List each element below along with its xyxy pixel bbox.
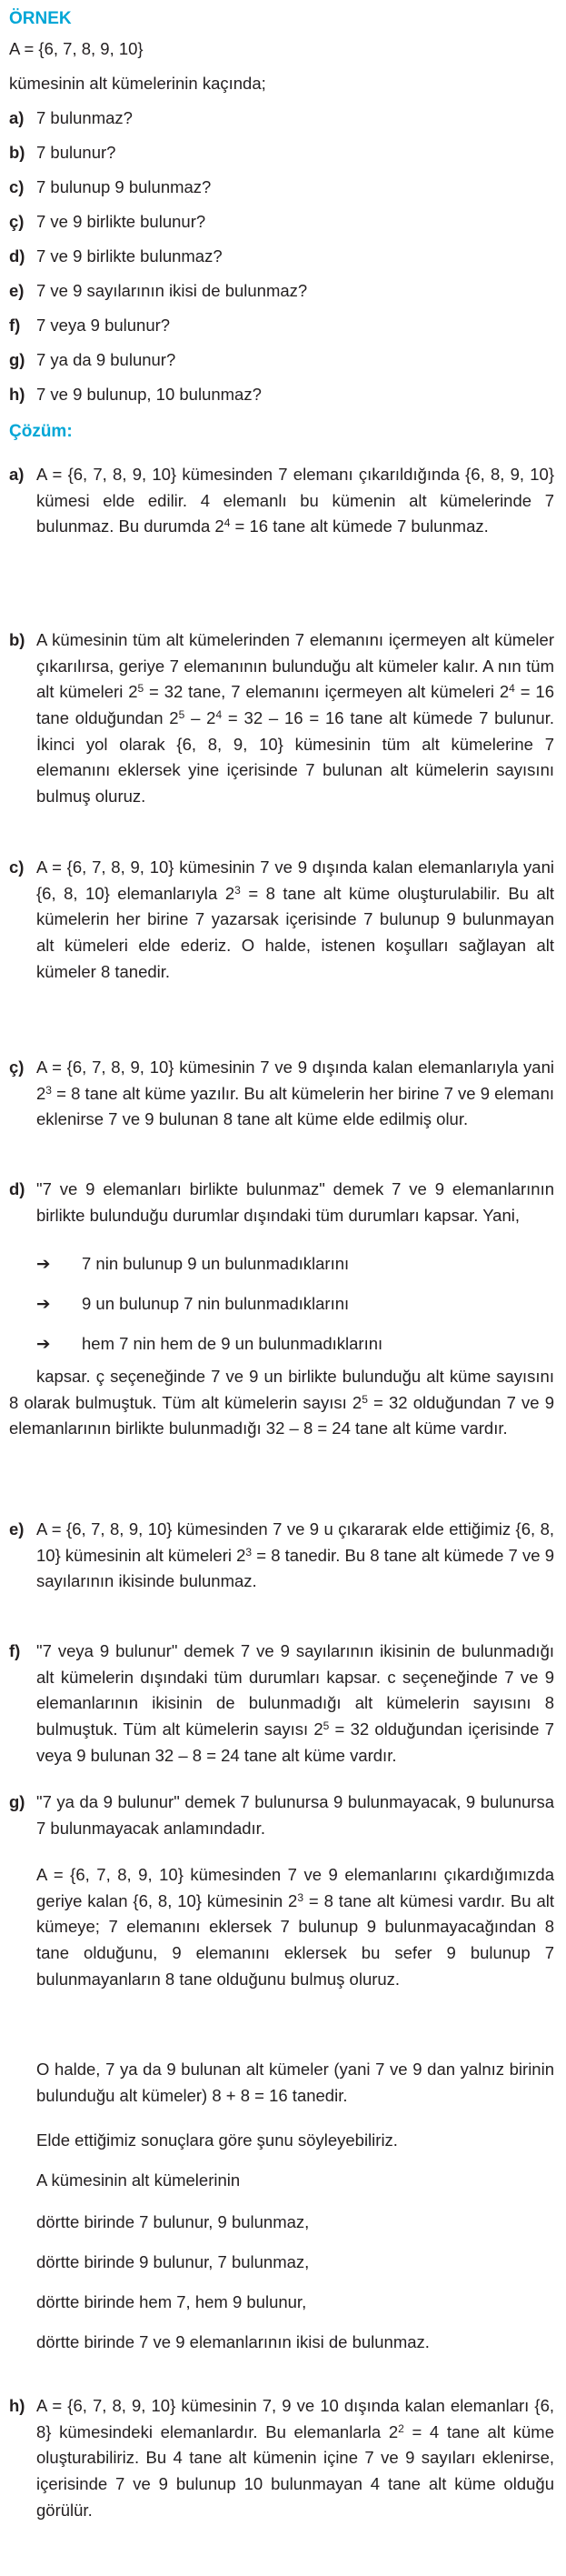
question-text: kümesinin alt kümelerinin kaçında; xyxy=(9,74,266,93)
solution-heading: Çözüm: xyxy=(9,422,73,441)
solution-cc: ç) A = {6, 7, 8, 9, 10} kümesinin 7 ve 9 dışında kalan elemanlarıyla yani $2^3 = 8$ tane alt küme yazılır. Bu alt kümelerin her birine 7 ve 9 elemanı eklenirse 7 ve 9 bulunan 8 tane alt küme elde edilmiş olur. xyxy=(9,1057,554,1129)
solution-d-item-1: ➔ 7 nin bulunup 9 un bulunmadıklarını xyxy=(9,1251,554,1278)
solution-g-part-5: A kümesinin alt kümelerinin xyxy=(36,2170,241,2190)
solution-g-part-4: Elde ettiğimiz sonuçlara göre şunu söyleyebiliriz. xyxy=(36,2130,398,2150)
solution-f: f) "7 veya 9 bulunur" demek 7 ve 9 sayılarının ikisinin de bulunmadığı alt kümelerin dışındaki tüm durumları kapsar. c seçeneğinde 7 ve 9 elemanlarının ikisinin de bulunmadığı alt kümelerin sayısını 8 bulmuştuk. Tüm alt kümelerin sayısı $2^5 = 32$ olduğundan içerisinde 7 veya 9 bulunan 32 – 8 = 24 tane alt küme vardır. xyxy=(9,1641,554,1765)
example-heading: ÖRNEK xyxy=(9,9,72,28)
solution-g: g) "7 ya da 9 bulunur" demek 7 bulunursa 9 bulunmayacak, 9 bulunursa 7 bulunmayacak anlamındadır. xyxy=(9,1792,554,1838)
arrow-right-icon: ➔ xyxy=(36,1294,51,1313)
set-definition: A = {6, 7, 8, 9, 10} xyxy=(9,39,144,58)
option-cc: ç) 7 ve 9 birlikte bulunur? xyxy=(9,212,206,231)
solution-g-part-6: dörtte birinde 7 bulunur, 9 bulunmaz, xyxy=(36,2212,310,2231)
arrow-right-icon: ➔ xyxy=(36,1254,51,1273)
option-e: e) 7 ve 9 sayılarının ikisi de bulunmaz? xyxy=(9,281,308,300)
solution-e: e) A = {6, 7, 8, 9, 10} kümesinden 7 ve 9 u çıkararak elde ettiğimiz {6, 8, 10} kümesinin alt kümeleri $2^3 = 8$ tanedir. Bu 8 tane alt kümede 7 ve 9 sayılarının ikisinde bulunmaz. xyxy=(9,1519,554,1591)
option-h: h) 7 ve 9 bulunup, 10 bulunmaz? xyxy=(9,385,262,404)
solution-a: a) A = {6, 7, 8, 9, 10} kümesinden 7 elemanı çıkarıldığında {6, 8, 9, 10} kümesi elde edilir. 4 elemanlı bu kümenin alt kümelerinde 7 bulunmaz. Bu durumda $2^4 = 16$ tane alt kümede 7 bulunmaz. xyxy=(9,465,554,536)
solution-h: h) A = {6, 7, 8, 9, 10} kümesinin 7, 9 ve 10 dışında kalan elemanları {6, 8} kümesindeki elemanlardır. Bu elemanlarla $2^2 = 4$ tane alt küme oluşturabiliriz. Bu 4 tane alt kümenin içine 7 ve 9 sayıları eklenirse, içerisinde 7 ve 9 bulunup 10 bulunmayan 4 tane alt küme olduğu görülür. xyxy=(9,2396,554,2520)
option-f: f) 7 veya 9 bulunur? xyxy=(9,316,171,335)
solution-c: c) A = {6, 7, 8, 9, 10} kümesinin 7 ve 9 dışında kalan elemanlarıyla yani {6, 8, 10} elemanlarıyla $2^3 = 8$ tane alt küme oluşturulabilir. Bu alt kümelerin her birine 7 yazarsak içerisinde 7 bulunup 9 bulunmayan alt kümeleri elde ederiz. O halde, istenen koşulları sağlayan alt kümeler 8 tanedir. xyxy=(9,857,554,981)
option-c: c) 7 bulunup 9 bulunmaz? xyxy=(9,177,212,196)
option-a: a) 7 bulunmaz? xyxy=(9,108,133,127)
solution-d-item-3: ➔ hem 7 nin hem de 9 un bulunmadıklarını xyxy=(9,1331,554,1358)
option-g: g) 7 ya da 9 bulunur? xyxy=(9,350,176,369)
arrow-right-icon: ➔ xyxy=(36,1334,51,1353)
solution-g-part-8: dörtte birinde hem 7, hem 9 bulunur, xyxy=(36,2292,307,2311)
solution-g-part-2: A = {6, 7, 8, 9, 10} kümesinden 7 ve 9 elemanlarını çıkardığımızda geriye kalan {6, 8, 10} kümesinin $2^3 = 8$ tane alt kümesi vardır. Bu alt kümeye; 7 elemanını eklersek 7 bulunup 9 bulunmayacağından 8 tane olduğunu, 9 elemanını eklersek bu sefer 9 bulunup 7 bulunmayanların 8 tane olduğunu bulmuş oluruz. xyxy=(36,1865,554,1989)
solution-b: b) A kümesinin tüm alt kümelerinden 7 elemanını içermeyen alt kümeler çıkarılırsa, geriye 7 elemanının bulunduğu alt kümeler kalır. A nın tüm alt kümeleri $2^5 = 32$ tane, 7 elemanını içermeyen alt kümeleri $2^4 = 16$ tane olduğundan $2^5 - 2^4 = 32 - 16 = 16$ tane alt kümede 7 bulunur. İkinci yol olarak {6, 8, 9, 10} kümesinin tüm alt kümelerine 7 elemanını eklersek yine içerisinde 7 bulunan alt kümelerin sayısını bulmuş oluruz. xyxy=(9,630,554,807)
solution-d-item-2: ➔ 9 un bulunup 7 nin bulunmadıklarını xyxy=(9,1291,554,1318)
solution-d: d) "7 ve 9 elemanları birlikte bulunmaz" demek 7 ve 9 elemanlarının birlikte bulunduğu durumlar dışındaki tüm durumları kapsar. Yani, xyxy=(9,1179,554,1225)
solution-g-part-9: dörtte birinde 7 ve 9 elemanlarının ikisi de bulunmaz. xyxy=(36,2332,430,2351)
option-b: b) 7 bulunur? xyxy=(9,143,116,162)
solution-g-part-7: dörtte birinde 9 bulunur, 7 bulunmaz, xyxy=(36,2252,310,2271)
option-d: d) 7 ve 9 birlikte bulunmaz? xyxy=(9,246,223,266)
solution-g-part-3: O halde, 7 ya da 9 bulunan alt kümeler (yani 7 ve 9 dan yalnız birinin bulunduğu alt kümeler) 8 + 8 = 16 tanedir. xyxy=(36,2060,554,2105)
solution-d-conclusion: kapsar. ç seçeneğinde 7 ve 9 un birlikte bulunduğu alt küme sayısını 8 olarak bulmuştuk. Tüm alt kümelerin sayısı $2^5 = 32$ olduğundan 7 ve 9 elemanlarının birlikte bulunmadığı 32 – 8 = 24 tane alt küme vardır. xyxy=(9,1367,555,1438)
